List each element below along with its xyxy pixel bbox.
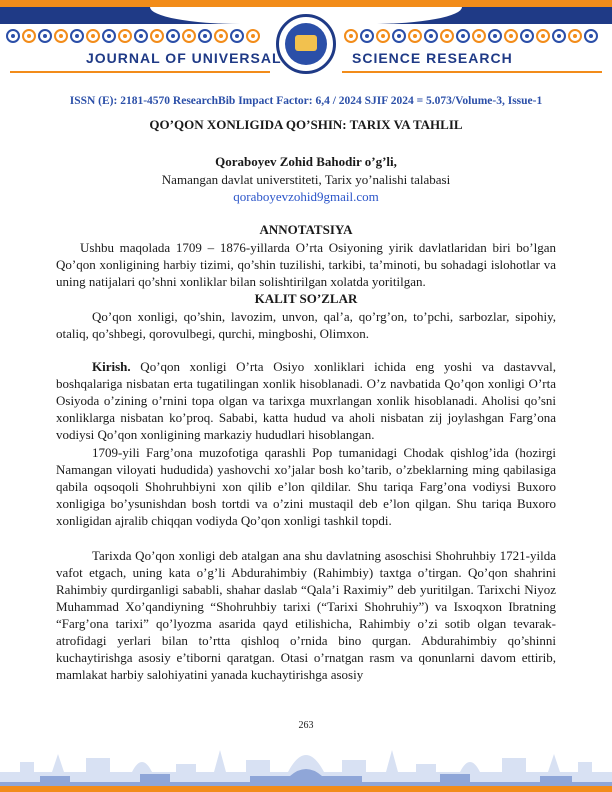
author-name: Qoraboyev Zohid Bahodir o’g’li, — [215, 154, 397, 169]
journal-title-left: JOURNAL OF UNIVERSAL — [86, 50, 282, 66]
intro-paragraph — [56, 358, 556, 443]
keywords-heading: KALIT SO’ZLAR — [254, 291, 358, 306]
header-ornament-right — [344, 29, 598, 45]
header-accent-stripe — [0, 0, 612, 7]
body-paragraph-3: Tarixda Qo’qon xonligi deb atalgan ana shu davlatning asoschisi Shohruhbiy 1721-yilda vafot etgach, uning kata o’g’li Abdurahimbiy (Rahimbiy) taxtga o’tirgan. Qo’qon shahrini Rahimbiy qurdirganligi sababli, shahar daslab “Qala’i Raximiy” deb yuritilgan. Tarixchi Niyoz Muhammad Xo’qandiyning “Shohruhbiy tarixi (“Tarixi Shohruhiy”) va Isxoqxon Ibratning “Farg’ona tarixi” qo’lyozma asarida qayd etilishicha, Rahimbiy o’zi sotib olgan tevarak-atrofidagi yerlari bilan to’rtta qishloq o’rnida bino qurgan. Abdurahimbiy qo’shinni kuchaytirishga asosiy e’tiborni qaratgan. Otasi o’rnatgan rasm va qonunlarni davom ettirib, mamlakat harbiy salohiyatini yanada kuchaytirishga asosiy — [56, 548, 556, 682]
journal-logo-icon — [276, 14, 336, 74]
header-ornament-left — [6, 29, 260, 45]
author-email[interactable]: qoraboyevzohid9gmail.com — [233, 189, 379, 204]
page-number: 263 — [298, 720, 314, 731]
footer-skyline — [0, 736, 612, 792]
author-affiliation: Namangan davlat universtiteti, Tarix yo’nalishi talabasi — [161, 172, 451, 187]
annotation-text: Ushbu maqolada 1709 – 1876-yillarda O’rta Osiyoning yirik davlatlaridan biri bo’lgan Qo’qon xonligining harbiy tizimi, qo’shin tuzilishi, tarkibi, ta’minoti, bu sohadagi islohotlar va uning natijalari qo’shni xonliklar bilan solishtirilgan xolatda yoritilgan. — [56, 240, 556, 289]
keywords-text: Qo’qon xonligi, qo’shin, lavozim, unvon, qal’a, qo’rg’on, to’pchi, sarbozlar, sipohiy, otaliq, qo’shbegi, qorovulbegi, qurchi, mingboshi, Olimxon. — [56, 309, 556, 341]
body-paragraph-2: 1709-yili Farg’ona muzofotiga qarashli Pop tumanidagi Chodak qishlog’ida (hozirgi Namangan viloyati hududida) yashovchi xo’jalar bosh ko’tarib, o’zbeklarning ming qabilasiga qabila oqsoqoli Shohruhbiyni xon qilib e’lon qildilar. Shu tariqa Farg’ona vodiysi Buxoro xonligiga bo’ysunishdan bosh tortdi va o’zini mustaqil deb e’lon qilgan. Shu tariqa Buxoro xonligidan ajralib chiqqan vodiyda Qo’qon xonligi tashkil topdi. — [56, 445, 556, 528]
journal-title-right: SCIENCE RESEARCH — [352, 50, 513, 66]
intro-text: Qo’qon xonligi O’rta Osiyo xonliklari ichida eng yoshi va dastavval, boshqalariga nisbatan erta tugatilingan xonlik hisoblanadi. O’z navbatida Qo’qon xonligi O’rta Osiyoda o’zining o’rnini topa olgan va tarixga muxrlangan xonlik hisoblanadi. Aholisi qo’sni xonliklarga nisbatan ko’proq. Sababi, katta hudud va aholi nisbatan zij joylashgan Farg’ona vodiysi Qo’qon xonligining markaziy hududlari hisoblangan. — [56, 359, 556, 442]
intro-lead: Kirish. — [92, 359, 131, 374]
article-title: QO’QON XONLIGIDA QO’SHIN: TARIX VA TAHLIL — [149, 117, 463, 132]
issn-line: ISSN (E): 2181-4570 ResearchBib Impact Factor: 6,4 / 2024 SJIF 2024 = 5.073/Volume-3, Issue-1 — [69, 95, 543, 107]
header-rule-left — [10, 71, 270, 73]
header-rule-right — [342, 71, 602, 73]
annotation-heading: ANNOTATSIYA — [259, 222, 353, 237]
